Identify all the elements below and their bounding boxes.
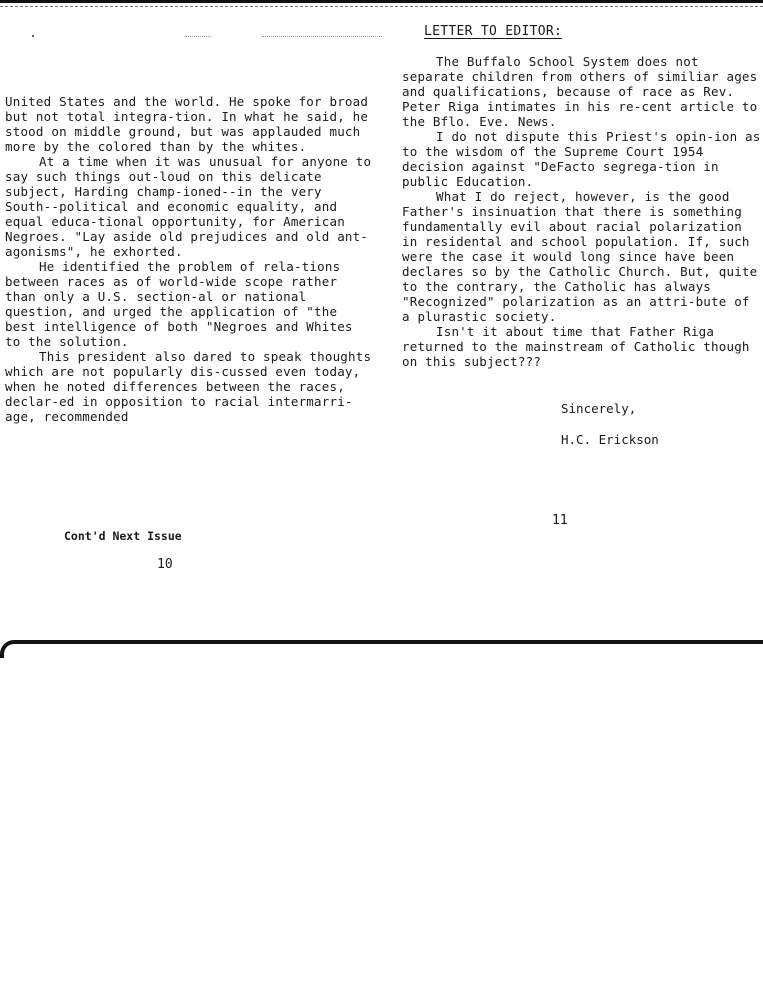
continued-note: Cont'd Next Issue (64, 529, 182, 543)
top-border-rule (0, 0, 763, 3)
faint-mark (185, 36, 211, 37)
top-dashed-rule (0, 6, 763, 7)
left-article-column (5, 94, 375, 424)
article-paragraph: He identified the problem of rela-tions between races as of world-wide scope rather than only a U.S. section-al or national question, and urged the application of "the best intelligence of both "Negroes and Whites to the solution. (5, 259, 353, 349)
letter-signoff: Sincerely, (561, 401, 637, 416)
article-paragraph: At a time when it was unusual for anyone to say such things out-loud on this delicate subject, Harding champ-ioned--in the very South--political and economic equality, and equal educa-tional opportunity, for American Negroes. "Lay aside old prejudices and old ant-agonisms", he exhorted. (5, 154, 372, 259)
letter-paragraph: What I do reject, however, is the good Father's insinuation that there is something fundamentally evil about racial polarization in residental and school population. If, such were the case it would long since have been declares so by the Catholic Church. But, quite to the contrary, the Catholic has always "Recognized" polarization as an attri-bute of a plurastic society. (402, 189, 758, 324)
letter-column (402, 54, 763, 369)
article-paragraph: United States and the world. He spoke for broad but not total integra-tion. In what he said, he stood on middle ground, but was applauded much more by the colored than by the whites. (5, 94, 369, 154)
page-number-left: 10 (157, 557, 173, 572)
letter-paragraph: Isn't it about time that Father Riga returned to the mainstream of Catholic though on this subject??? (402, 324, 750, 369)
article-paragraph: This president also dared to speak thoughts which are not popularly dis-cussed even today, when he noted differences between the races, declar-ed in opposition to racial intermarri-age, recommended (5, 349, 372, 424)
page-bottom-edge (0, 640, 763, 658)
letter-paragraph: I do not dispute this Priest's opin-ion as to the wisdom of the Supreme Court 1954 decision against "DeFacto segrega-tion in public Education. (402, 129, 761, 189)
ink-speck (32, 35, 34, 37)
letter-signer: H.C. Erickson (561, 432, 659, 447)
letter-heading: LETTER TO EDITOR: (424, 24, 563, 39)
faint-mark (262, 36, 382, 37)
letter-paragraph: The Buffalo School System does not separate children from others of similiar ages and qualifications, because of race as Rev. Peter Riga intimates in his re-cent article to the Bflo. Eve. News. (402, 54, 758, 129)
page-number-right: 11 (552, 513, 568, 528)
